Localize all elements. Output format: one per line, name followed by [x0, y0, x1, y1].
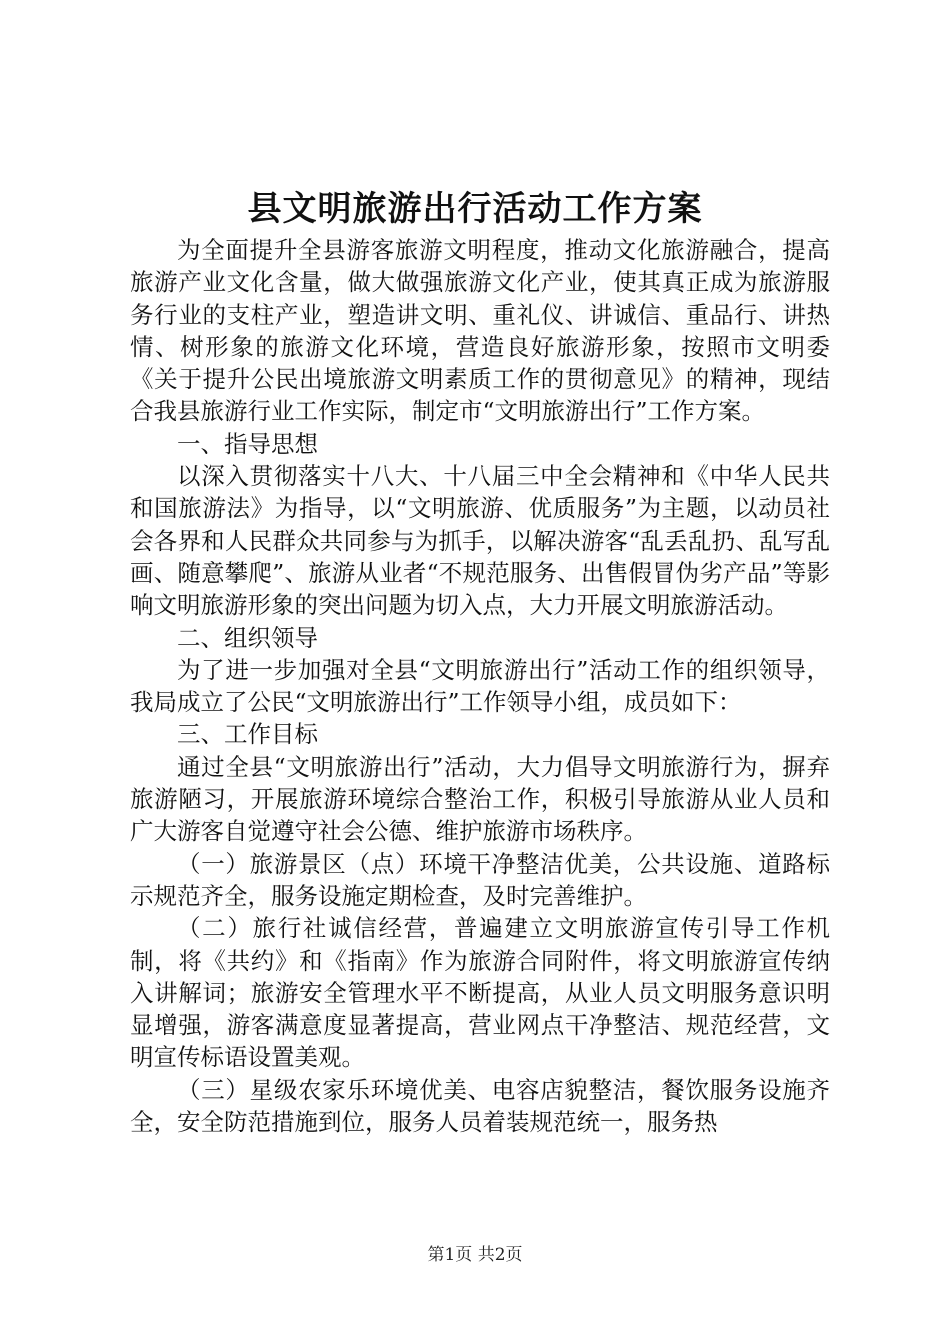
paragraph-goal-3: （三）星级农家乐环境优美、电容店貌整洁，餐饮服务设施齐全，安全防范措施到位，服务人员着装规范统一，服务热: [130, 1075, 830, 1137]
paragraph-guiding-ideology: 以深入贯彻落实十八大、十八届三中全会精神和《中华人民共和国旅游法》为指导，以“文明旅游、优质服务”为主题，以动员社会各界和人民群众共同参与为抓手，以解决游客“乱丢乱扔、乱写乱画、随意攀爬”、旅游从业者“不规范服务、出售假冒伪劣产品”等影响文明旅游形象的突出问题为切入点，大力开展文明旅游活动。: [130, 462, 830, 620]
paragraph-goal-1: （一）旅游景区（点）环境干净整洁优美，公共设施、道路标示规范齐全，服务设施定期检查，及时完善维护。: [130, 849, 830, 910]
page-footer: 第1页 共2页: [427, 1245, 523, 1265]
section-heading-guiding-ideology: 一、指导思想: [177, 429, 318, 458]
document-body: [130, 234, 830, 1138]
document-title: 县文明旅游出行活动工作方案: [247, 189, 703, 229]
paragraph-work-goals: 通过全县“文明旅游出行”活动，大力倡导文明旅游行为，摒弃旅游陋习，开展旅游环境综合整治工作，积极引导旅游从业人员和广大游客自觉遵守社会公德、维护旅游市场秩序。: [130, 752, 830, 846]
paragraph-organization: 为了进一步加强对全县“文明旅游出行”活动工作的组织领导，我局成立了公民“文明旅游出行”工作领导小组，成员如下：: [130, 655, 830, 717]
paragraph-intro: 为全面提升全县游客旅游文明程度，推动文化旅游融合，提高旅游产业文化含量，做大做强旅游文化产业，使其真正成为旅游服务行业的支柱产业，塑造讲文明、重礼仪、讲诚信、重品行、讲热情、树形象的旅游文化环境，营造良好旅游形象，按照市文明委《关于提升公民出境旅游文明素质工作的贯彻意见》的精神，现结合我县旅游行业工作实际，制定市“文明旅游出行”工作方案。: [130, 236, 830, 426]
paragraph-goal-2: （二）旅行社诚信经营，普遍建立文明旅游宣传引导工作机制，将《共约》和《指南》作为旅游合同附件，将文明旅游宣传纳入讲解词；旅游安全管理水平不断提高，从业人员文明服务意识明显增强，游客满意度显著提高，营业网点干净整洁、规范经营，文明宣传标语设置美观。: [130, 914, 830, 1072]
section-heading-work-goals: 三、工作目标: [177, 720, 318, 749]
section-heading-organization: 二、组织领导: [177, 623, 318, 652]
